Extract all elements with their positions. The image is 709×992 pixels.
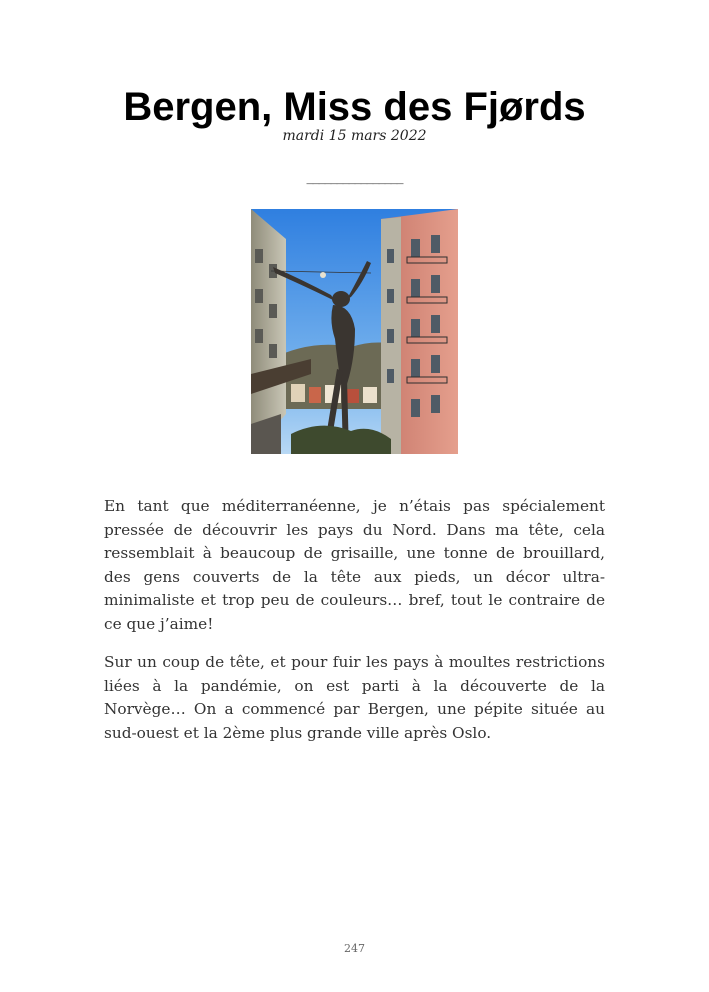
body-paragraph-2: Sur un coup de tête, et pour fuir les pays à moultes restrictions liées à la pandémie, on est parti à la découverte de la Norvège… On a commencé par Bergen, une pépite située au sud-ouest et la 2ème plus grande ville après Oslo.	[104, 653, 605, 742]
body-paragraph-1: En tant que méditerranéenne, je n’étais pas spécialement pressée de découvrir les pays du Nord. Dans ma tête, cela ressemblait à beaucoup de grisaille, une tonne de brouillard, des gens couverts de la tête aux pieds, un décor ultra-minimaliste et trop peu de couleurs… bref, tout le contraire de ce que j’aime!	[104, 497, 605, 633]
page-number: 247	[344, 942, 365, 955]
statue-photo	[251, 209, 458, 454]
post-date: mardi 15 mars 2022	[282, 128, 427, 144]
separator-line: ________________	[306, 169, 403, 185]
page-title: Bergen, Miss des Fjørds	[123, 85, 586, 129]
